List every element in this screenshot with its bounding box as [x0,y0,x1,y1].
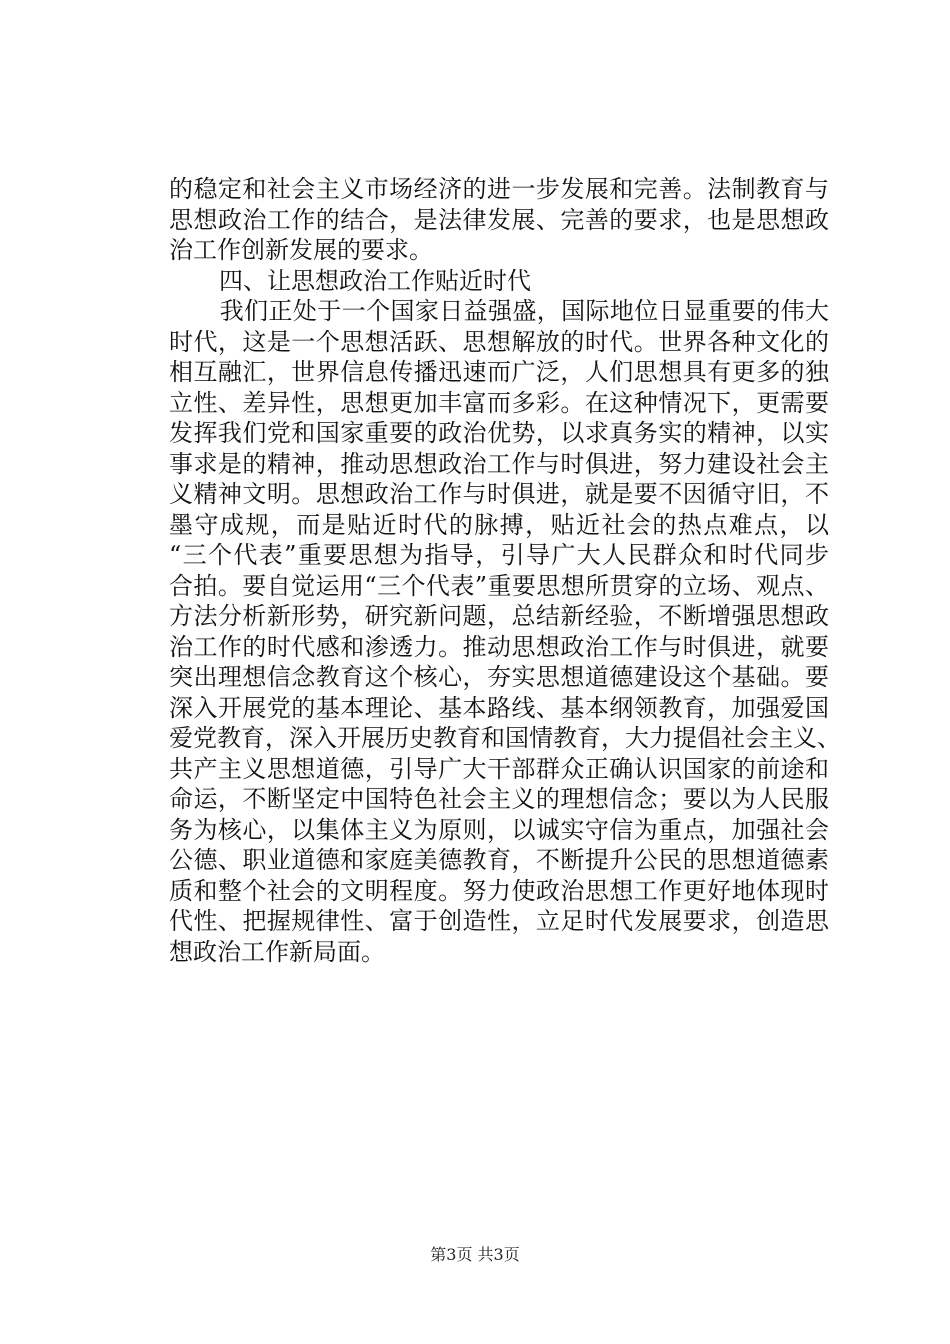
text-line: 想政治工作新局面。 [169,937,385,966]
text-line: 方法分析新形势，研究新问题，总结新经验，不断增强思想政 [169,602,829,630]
text-line: 发挥我们党和国家重要的政治优势，以求真务实的精神，以实 [169,419,829,447]
text-line: 相互融汇，世界信息传播迅速而广泛，人们思想具有更多的独 [169,358,829,386]
section-heading: 四、让思想政治工作贴近时代 [219,266,531,295]
text-line: 公德、职业道德和家庭美德教育，不断提升公民的思想道德素 [169,846,829,874]
text-line: 义精神文明。思想政治工作与时俱进，就是要不因循守旧，不 [169,480,829,508]
paragraph-first-line: 我们正处于一个国家日益强盛，国际地位日显重要的伟大 [171,297,829,325]
text-line: 爱党教育，深入开展历史教育和国情教育，大力提倡社会主义、 [169,724,841,752]
text-line: 的稳定和社会主义市场经济的进一步发展和完善。法制教育与 [169,175,829,203]
text-line: 墨守成规，而是贴近时代的脉搏，贴近社会的热点难点，以 [169,510,829,539]
text-line: 突出理想信念教育这个核心，夯实思想道德建设这个基础。要 [169,663,829,691]
text-line: 共产主义思想道德，引导广大干部群众正确认识国家的前途和 [169,754,829,783]
text-line: 事求是的精神，推动思想政治工作与时俱进，努力建设社会主 [169,449,829,478]
text-line: 代性、把握规律性、富于创造性，立足时代发展要求，创造思 [169,907,829,935]
text-line: 治工作的时代感和渗透力。推动思想政治工作与时俱进，就要 [169,632,829,661]
document-body [169,174,841,967]
text-line: 时代，这是一个思想活跃、思想解放的时代。世界各种文化的 [169,327,829,356]
text-line: 务为核心，以集体主义为原则，以诚实守信为重点，加强社会 [169,815,829,844]
page-number-footer: 第3页 共3页 [430,1245,520,1264]
text-line: 立性、差异性，思想更加丰富而多彩。在这种情况下，更需要 [169,388,829,417]
text-line: 治工作创新发展的要求。 [169,236,433,264]
text-line: 合拍。要自觉运用“三个代表”重要思想所贯穿的立场、观点、 [169,571,829,600]
text-line: “三个代表”重要思想为指导，引导广大人民群众和时代同步 [169,541,829,569]
text-line: 命运，不断坚定中国特色社会主义的理想信念；要以为人民服 [169,785,829,813]
text-line: 思想政治工作的结合，是法律发展、完善的要求，也是思想政 [169,205,829,234]
text-line: 深入开展党的基本理论、基本路线、基本纲领教育，加强爱国 [169,693,829,722]
text-line: 质和整个社会的文明程度。努力使政治思想工作更好地体现时 [169,876,829,905]
